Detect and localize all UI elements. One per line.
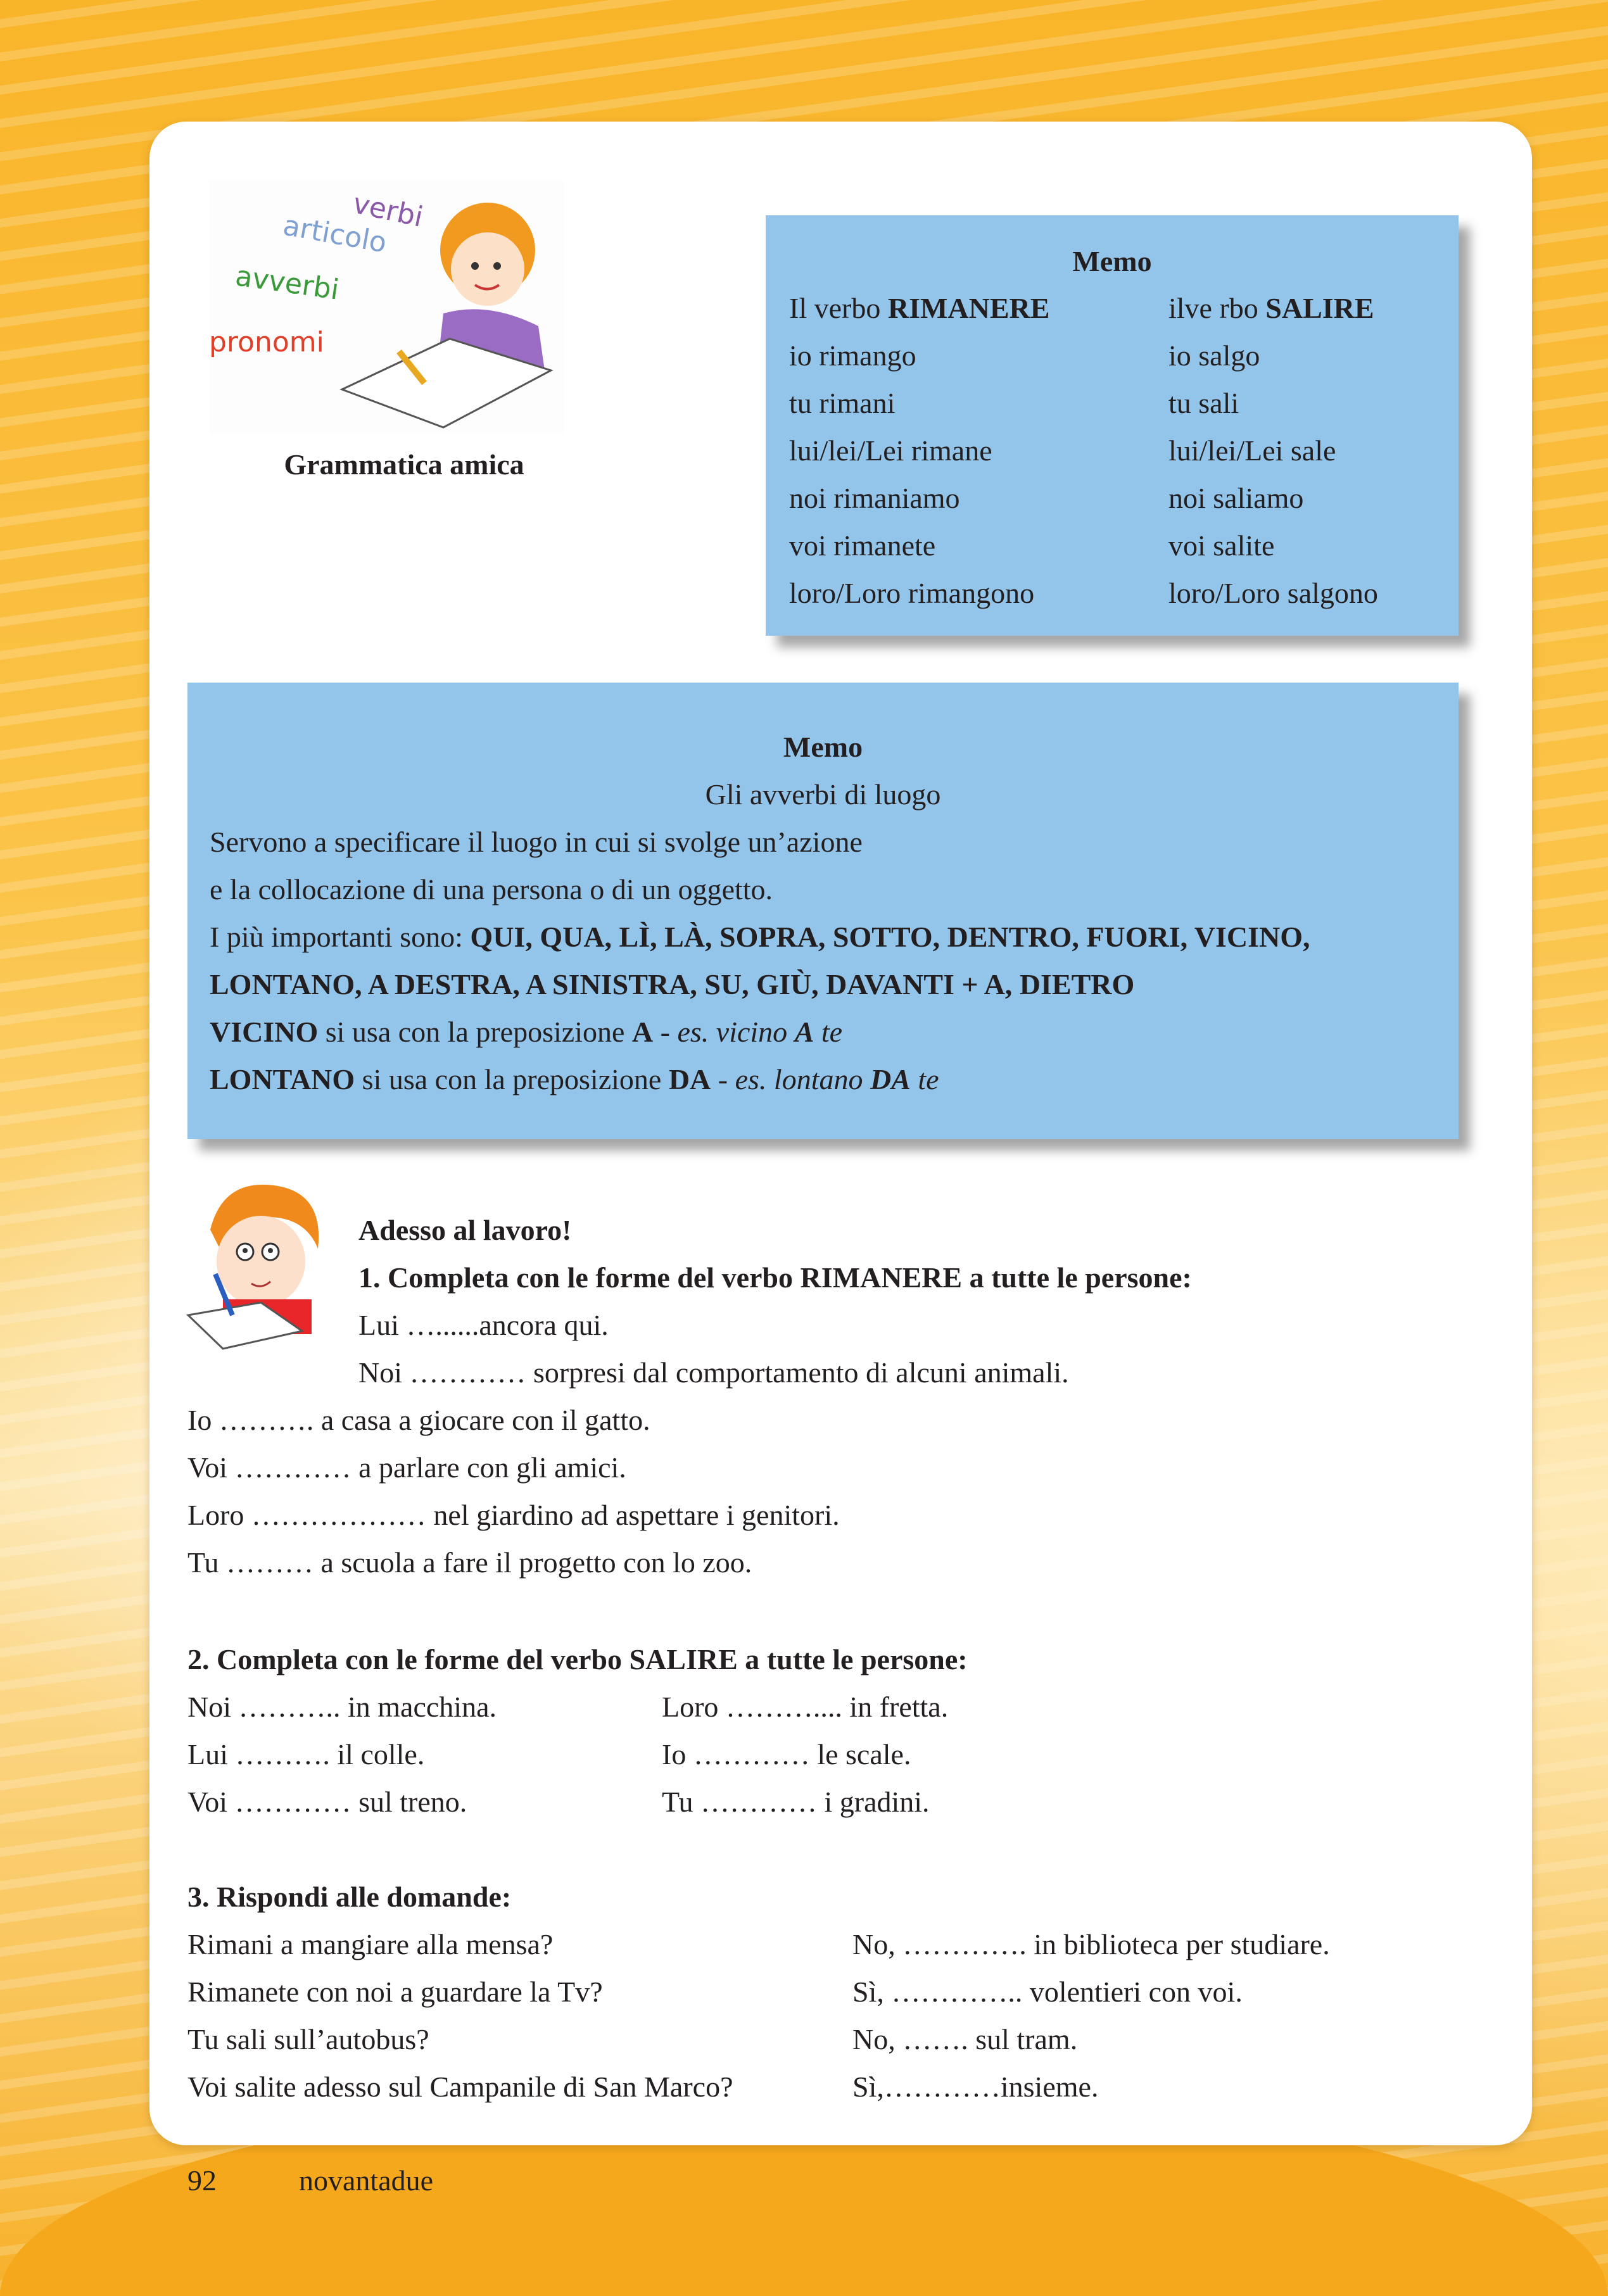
exercise-3-question: Voi salite adesso sul Campanile di San Marco? xyxy=(187,2071,733,2103)
memo-verb-rimanere-line xyxy=(789,332,916,379)
exercise-3-answer: No, …………. in biblioteca per studiare. xyxy=(852,1928,1330,1960)
text-segment: es. lontano xyxy=(735,1063,870,1095)
text-segment: io rimango xyxy=(789,339,916,372)
word-pronomi: pronomi xyxy=(209,326,324,358)
memo-verb-salire-line xyxy=(1168,427,1336,474)
exercise-2-title: 2. Completa con le forme del verbo SALIRE a tutte le persone: xyxy=(187,1643,968,1675)
text-segment: Il verbo xyxy=(789,292,888,324)
memo-adverbs-line xyxy=(210,866,773,913)
memo-adverbs-title: Memo xyxy=(783,731,863,763)
text-segment: ilve rbo xyxy=(1168,292,1266,324)
exercise-2-sentence: Noi ……….. in macchina. xyxy=(187,1691,497,1723)
memo-verb-rimanere-line xyxy=(789,522,935,569)
text-segment: lui/lei/Lei rimane xyxy=(789,434,992,467)
text-segment: LONTANO, A DESTRA, A SINISTRA, SU, GIÙ, DAVANTI + A, DIETRO xyxy=(210,968,1135,1000)
text-segment: tu sali xyxy=(1168,387,1239,419)
text-segment: voi salite xyxy=(1168,529,1275,562)
text-segment: I più importanti sono: xyxy=(210,921,471,953)
text-segment: LONTANO xyxy=(210,1063,355,1095)
exercise-2-sentence: Loro ……….... in fretta. xyxy=(662,1691,949,1723)
text-segment: QUI, QUA, LÌ, LÀ, SOPRA, SOTTO, DENTRO, FUORI, VICINO, xyxy=(470,921,1310,953)
text-segment: e la collocazione di una persona o di un oggetto. xyxy=(210,873,773,905)
word-avverbi: avverbi xyxy=(233,260,341,306)
text-segment: si usa con la preposizione xyxy=(318,1016,632,1048)
word-verbi: verbi xyxy=(350,187,426,234)
exercise-2-sentence: Io ………… le scale. xyxy=(662,1738,911,1770)
text-segment: A xyxy=(794,1016,814,1048)
text-segment: RIMANERE xyxy=(887,292,1050,324)
memo-adverbs-line xyxy=(210,818,863,866)
memo-verb-salire-line xyxy=(1168,379,1239,427)
text-segment: te xyxy=(910,1063,939,1095)
text-segment: voi rimanete xyxy=(789,529,936,562)
exercise-3-answer: Sì,…………insieme. xyxy=(852,2071,1099,2103)
text-segment: - xyxy=(653,1016,678,1048)
exercise-1-title: 1. Completa con le forme del verbo RIMANERE a tutte le persone: xyxy=(358,1261,1192,1294)
text-segment: DA xyxy=(870,1063,911,1095)
exercise-3-answer: Sì, ………….. volentieri con voi. xyxy=(852,1976,1243,2008)
text-segment: noi rimaniamo xyxy=(789,482,960,514)
memo-adverbs-line xyxy=(210,961,1134,1008)
word-articolo: articolo xyxy=(281,209,389,260)
exercise-1-sentence: Loro ……………… nel giardino ad aspettare i genitori. xyxy=(187,1499,840,1531)
memo-verbs-title: Memo xyxy=(1072,245,1152,277)
exercise-1-sentence: Io ………. a casa a giocare con il gatto. xyxy=(187,1404,650,1436)
memo-verb-salire-line xyxy=(1168,522,1274,569)
text-segment: loro/Loro salgono xyxy=(1168,577,1378,609)
text-segment: te xyxy=(814,1016,843,1048)
text-segment: A xyxy=(631,1016,654,1048)
exercise-2-sentence: Voi ………… sul treno. xyxy=(187,1786,467,1818)
exercise-3-question: Tu sali sull’autobus? xyxy=(187,2023,429,2055)
text-segment: tu rimani xyxy=(789,387,896,419)
boy-illustration xyxy=(185,1179,337,1356)
page-number: 92 xyxy=(187,2164,217,2197)
text-segment: noi saliamo xyxy=(1168,482,1304,514)
memo-adverbs-line xyxy=(210,1056,939,1103)
exercise-3-question: Rimanete con noi a guardare la Tv? xyxy=(187,1976,603,2008)
memo-verb-rimanere-line xyxy=(789,379,895,427)
exercise-3-question: Rimani a mangiare alla mensa? xyxy=(187,1928,554,1960)
text-segment: SALIRE xyxy=(1265,292,1374,324)
text-segment: io salgo xyxy=(1168,339,1260,372)
exercise-3-title: 3. Rispondi alle domande: xyxy=(187,1881,512,1913)
memo-verb-rimanere-line xyxy=(789,474,960,522)
memo-verb-rimanere-line xyxy=(789,569,1034,617)
exercise-3-answer: No, ……. sul tram. xyxy=(852,2023,1078,2055)
text-segment: DA xyxy=(668,1063,711,1095)
exercise-1-sentence: Voi ………… a parlare con gli amici. xyxy=(187,1451,626,1484)
memo-verb-salire-line xyxy=(1168,474,1303,522)
memo-adverbs-line xyxy=(210,1008,842,1056)
memo-verb-salire-line xyxy=(1168,284,1374,332)
memo-verb-rimanere-line xyxy=(789,284,1049,332)
exercise-1-sentence: Lui …......ancora qui. xyxy=(358,1309,609,1341)
page-number-words: novantadue xyxy=(299,2164,434,2197)
exercise-1-sentence: Tu ……… a scuola a fare il progetto con lo zoo. xyxy=(187,1546,752,1579)
text-segment: lui/lei/Lei sale xyxy=(1168,434,1336,467)
text-segment: VICINO xyxy=(210,1016,319,1048)
text-segment: si usa con la preposizione xyxy=(355,1063,669,1095)
text-segment: - xyxy=(711,1063,735,1095)
memo-verb-salire-line xyxy=(1168,569,1378,617)
text-segment: loro/Loro rimangono xyxy=(789,577,1035,609)
memo-adverbs-subtitle: Gli avverbi di luogo xyxy=(705,778,941,811)
text-segment: Servono a specificare il luogo in cui si svolge un’azione xyxy=(210,826,863,858)
grammar-girl-illustration xyxy=(209,180,564,434)
memo-verb-salire-line xyxy=(1168,332,1260,379)
memo-verb-rimanere-line xyxy=(789,427,992,474)
memo-adverbs-line xyxy=(210,913,1310,961)
exercise-intro: Adesso al lavoro! xyxy=(358,1214,572,1246)
exercise-1-sentence: Noi ………… sorpresi dal comportamento di alcuni animali. xyxy=(358,1356,1069,1389)
text-segment: es. vicino xyxy=(677,1016,795,1048)
exercise-2-sentence: Tu ………… i gradini. xyxy=(662,1786,930,1818)
illustration-caption: Grammatica amica xyxy=(284,448,524,481)
exercise-2-sentence: Lui ………. il colle. xyxy=(187,1738,425,1770)
